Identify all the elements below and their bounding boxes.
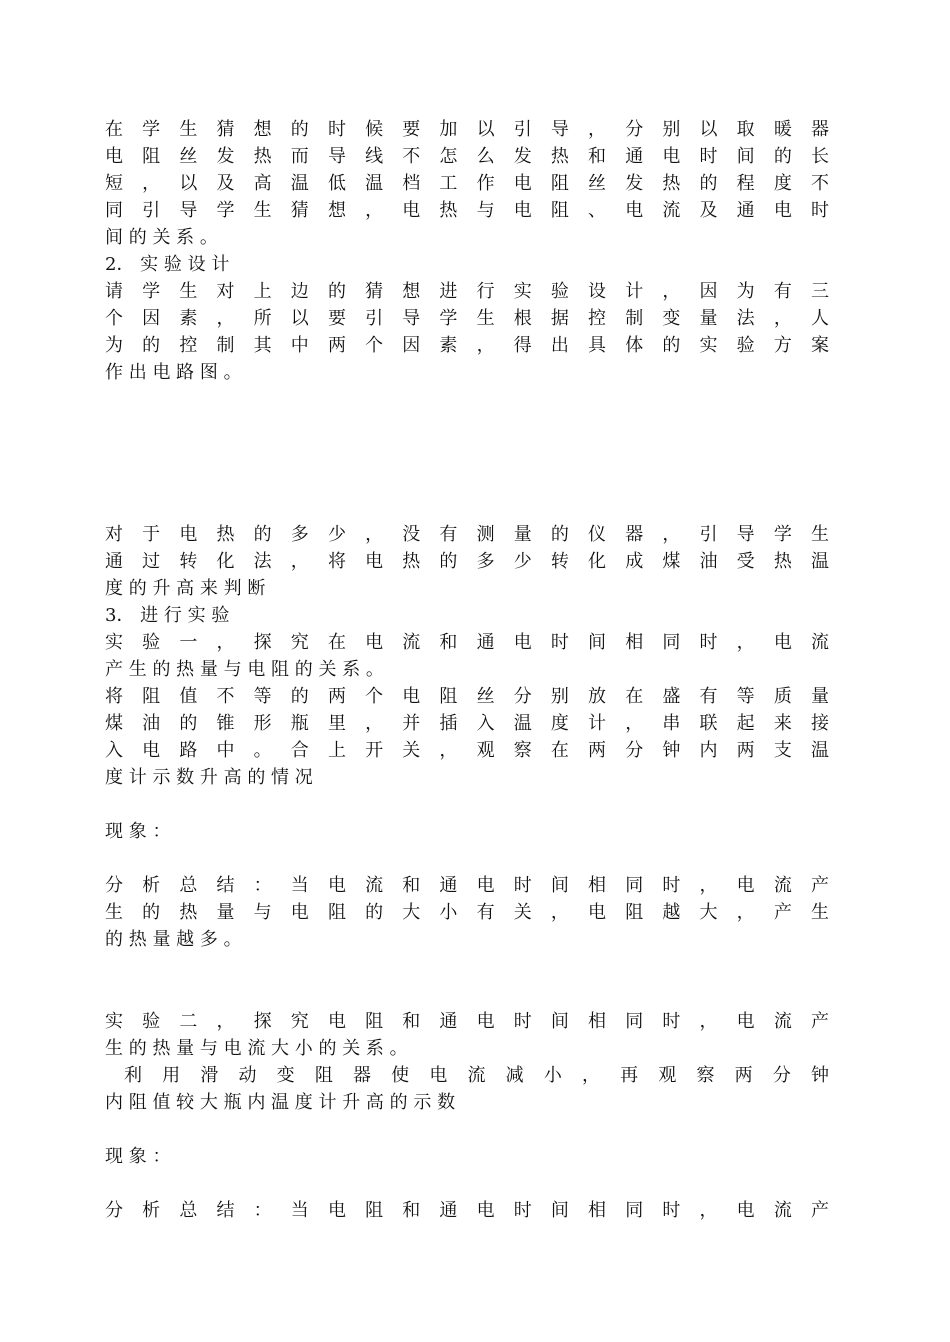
paragraph-line: 生 的 热 量 与 电 流 大 小 的 关 系 。: [105, 1038, 408, 1059]
paragraph-line: 实验一，探究在电流和通电时间相同时，电流: [105, 632, 829, 653]
paragraph-line: 同引导学生猜想，电热与电阻、电流及通电时: [105, 200, 829, 221]
observation-label: 现 象 ：: [105, 1146, 171, 1167]
paragraph-line: 内 阻 值 较 大 瓶 内 温 度 计 升 高 的 示 数: [105, 1092, 456, 1113]
paragraph-line: 请学生对上边的猜想进行实验设计，因为有三: [105, 281, 829, 302]
observation-label: 现 象 ：: [105, 821, 171, 842]
paragraph-line: 将阻值不等的两个电阻丝分别放在盛有等质量: [105, 686, 829, 707]
paragraph-line: 度 计 示 数 升 高 的 情 况: [105, 767, 313, 788]
paragraph-line: 在学生猜想的时候要加以引导，分别以取暖器: [105, 119, 829, 140]
paragraph-line: 对于电热的多少，没有测量的仪器，引导学生: [105, 524, 829, 545]
paragraph-line: 个因素，所以要引导学生根据控制变量法，人: [105, 308, 829, 329]
paragraph-line: 作 出 电 路 图 。: [105, 362, 242, 383]
paragraph-line: 短，以及高温低温档工作电阻丝发热的程度不: [105, 173, 829, 194]
paragraph-line: 电阻丝发热而导线不怎么发热和通电时间的长: [105, 146, 829, 167]
paragraph-line: 为的控制其中两个因素，得出具体的实验方案: [105, 335, 829, 356]
paragraph-line: 入电路中。合上开关，观察在两分钟内两支温: [105, 740, 829, 761]
paragraph-line: 通过转化法，将电热的多少转化成煤油受热温: [105, 551, 829, 572]
paragraph-line: 实验二，探究电阻和通电时间相同时，电流产: [105, 1011, 829, 1032]
paragraph-line: 生的热量与电阻的大小有关，电阻越大，产生: [105, 902, 829, 923]
paragraph-line: 间 的 关 系 。: [105, 227, 218, 248]
paragraph-line: 的 热 量 越 多 。: [105, 929, 242, 950]
paragraph-line: 产 生 的 热 量 与 电 阻 的 关 系 。: [105, 659, 384, 680]
paragraph-line: 分析总结：当电阻和通电时间相同时，电流产: [105, 1200, 829, 1221]
section-heading: 3． 进 行 实 验: [105, 605, 230, 626]
paragraph-line: 利用滑动变阻器使电流减小，再观察两分钟: [124, 1065, 829, 1086]
paragraph-line: 分析总结：当电流和通电时间相同时，电流产: [105, 875, 829, 896]
section-heading: 2． 实 验 设 计: [105, 254, 230, 275]
paragraph-line: 煤油的锥形瓶里，并插入温度计，串联起来接: [105, 713, 829, 734]
paragraph-line: 度 的 升 高 来 判 断: [105, 578, 266, 599]
